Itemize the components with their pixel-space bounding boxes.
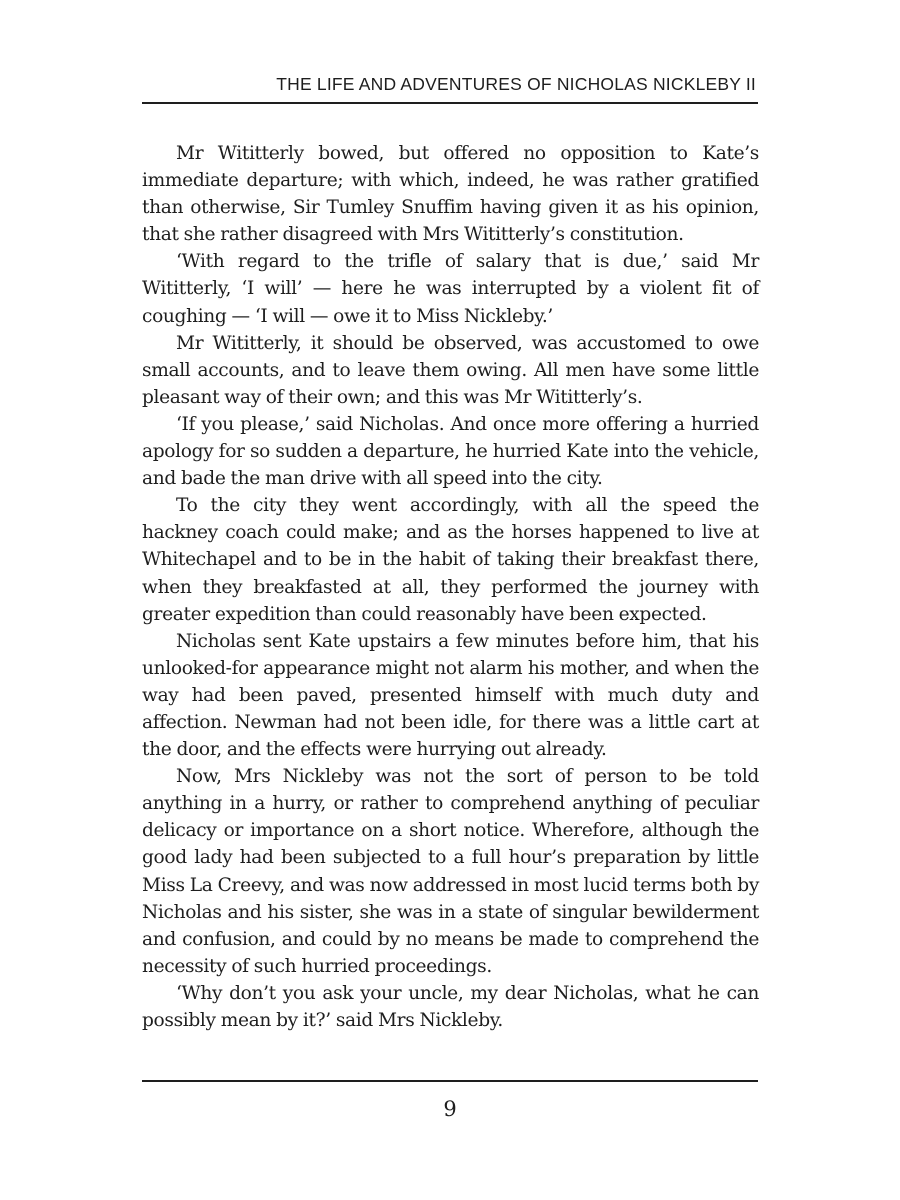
paragraph: Mr Wititterly, it should be observed, was accustomed to owe small accounts, and to leave them owing. All men have some little pleasant way of their own; and this was Mr Wititterly’s.	[142, 332, 759, 408]
paragraph: ‘Why don’t you ask your uncle, my dear Nicholas, what he can possibly mean by it?’ said Mrs Nickleby.	[142, 982, 759, 1031]
page-number: 9	[443, 1097, 457, 1121]
paragraph: Nicholas sent Kate upstairs a few minutes before him, that his unlooked-for appearance might not alarm his mother, and when the way had been paved, presented himself with much duty and affection. Newman had not been idle, for there was a little cart at the door, and the effects were hurrying out already.	[142, 630, 759, 761]
paragraph: ‘If you please,’ said Nicholas. And once more offering a hurried apology for so sudden a departure, he hurried Kate into the vehicle, and bade the man drive with all speed into the city.	[142, 413, 759, 490]
paragraph: Now, Mrs Nickleby was not the sort of person to be told anything in a hurry, or rather to comprehend anything of peculiar delicacy or importance on a short notice. Wherefore, although the good lady had been subjected to a full hour’s preparation by little Miss La Creevy, and was now addressed in most lucid terms both by Nicholas and his sister, she was in a state of singular bewilderment and confusion, and could by no means be made to comprehend the necessity of such hurried proceedings.	[142, 766, 759, 977]
paragraph: To the city they went accordingly, with all the speed the hackney coach could make; and as the horses happened to live at Whitechapel and to be in the habit of taking their breakfast there, when they breakfasted at all, they performed the journey with greater expedition than could reasonably have been expected.	[142, 495, 759, 625]
body-text	[142, 140, 759, 1034]
footer-rule	[142, 1080, 758, 1082]
running-header	[142, 72, 758, 104]
running-title: THE LIFE AND ADVENTURES OF NICHOLAS NICKLEBY II	[276, 74, 756, 94]
paragraph: ‘With regard to the trifle of salary that is due,’ said Mr Wititterly, ‘I will’ — here he was interrupted by a violent fit of coughing — ‘I will — owe it to Miss Nickleby.’	[142, 251, 759, 327]
paragraph: Mr Wititterly bowed, but offered no opposition to Kate’s immediate departure; with which, indeed, he was rather gratified than otherwise, Sir Tumley Snuffim having given it as his opinion, that she rather disagreed with Mrs Wititterly’s constitution.	[142, 143, 759, 246]
